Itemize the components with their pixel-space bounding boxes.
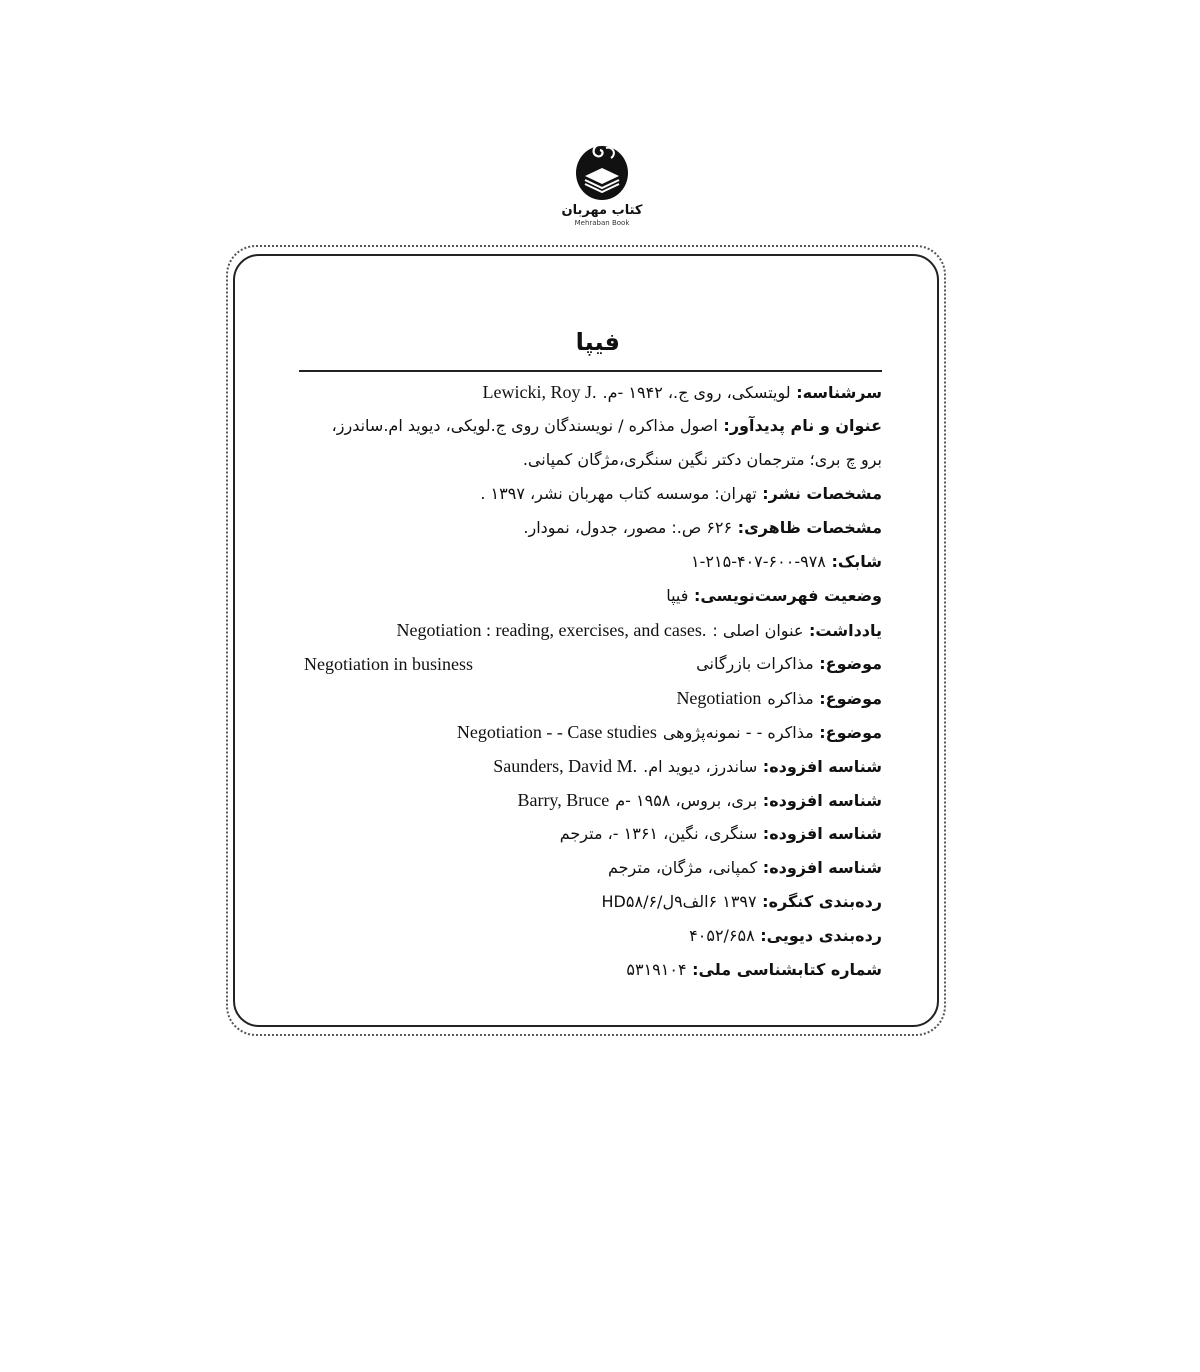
- entry-latin-value: Negotiation: [676, 688, 762, 708]
- entry-label: موضوع:: [813, 654, 882, 673]
- title-divider: [299, 370, 882, 372]
- entry-label: مشخصات ظاهری:: [732, 518, 882, 537]
- entry-latin-value: Negotiation in business: [304, 654, 473, 674]
- entry-label: وضعیت فهرست‌نویسی:: [688, 586, 882, 605]
- entry-latin-value: Saunders, David M.: [493, 756, 638, 776]
- entry-label: شناسه افزوده:: [757, 858, 882, 877]
- entry-value: ۵۳۱۹۱۰۴: [626, 960, 687, 979]
- entry-label: رده‌بندی دیویی:: [754, 926, 882, 945]
- entry-value: سنگری، نگین، ۱۳۶۱ -، مترجم: [559, 824, 758, 843]
- entry-latin-value: Lewicki, Roy J.: [482, 382, 597, 402]
- catalog-row: [282, 484, 882, 516]
- entry-label: شناسه افزوده:: [757, 824, 882, 843]
- catalog-row: [282, 824, 882, 856]
- catalog-row: [282, 926, 882, 958]
- catalog-row: [282, 688, 882, 720]
- catalog-row: [282, 654, 882, 686]
- entry-label: رده‌بندی کنگره:: [756, 892, 882, 911]
- entry-value: مذاکره: [767, 689, 814, 708]
- entry-value: عنوان اصلی :: [712, 621, 804, 640]
- logo-name-fa: کتاب مهربان: [561, 203, 643, 218]
- catalog-row: [282, 620, 882, 652]
- entry-value: مذاکرات بازرگانی: [696, 654, 814, 673]
- catalog-row: [282, 892, 882, 924]
- entry-value: ۴۰۵۲/۶۵۸: [689, 926, 755, 945]
- catalog-row: [282, 960, 882, 992]
- catalog-row: [282, 790, 882, 822]
- entry-value: کمپانی، مژگان، مترجم: [607, 858, 758, 877]
- entry-label: شناسه افزوده:: [757, 791, 882, 810]
- book-emblem-icon: [573, 136, 631, 202]
- catalog-row: [282, 858, 882, 890]
- catalog-row: [282, 552, 882, 584]
- entry-latin-value: Negotiation - - Case studies: [456, 722, 657, 742]
- entry-label: شابک:: [825, 552, 882, 571]
- entry-label: شناسه افزوده:: [757, 757, 882, 776]
- entry-label: سرشناسه:: [790, 383, 882, 402]
- entry-value: فیپا: [666, 586, 689, 605]
- publisher-logo: [549, 136, 655, 227]
- entry-value: تهران: موسسه کتاب مهربان نشر، ۱۳۹۷ .: [480, 484, 757, 503]
- entry-value: ۱۳۹۷ ۶الف۹ل/۶/HD۵۸: [601, 892, 757, 911]
- entry-latin-value: Negotiation : reading, exercises, and cases.: [396, 620, 707, 640]
- entry-label: موضوع:: [813, 723, 882, 742]
- entry-label: یادداشت:: [803, 621, 882, 640]
- entry-label: عنوان و نام پدیدآور:: [717, 416, 882, 435]
- catalog-row: [282, 382, 882, 414]
- entry-value: اصول مذاکره / نویسندگان روی ج.لویکی، دیوید ام.ساندرز،: [331, 416, 718, 435]
- entry-value: ۹۷۸-۶۰۰-۴۰۷-۲۱۵-۱: [691, 552, 826, 571]
- catalog-row: [282, 518, 882, 550]
- logo-name-en: Mehraban Book: [574, 219, 630, 227]
- entry-label: موضوع:: [813, 689, 882, 708]
- entry-label: شماره کتابشناسی ملی:: [686, 960, 882, 979]
- catalog-row: [282, 722, 882, 754]
- entry-value: بری، بروس، ۱۹۵۸ -م: [615, 791, 758, 810]
- catalog-row: [282, 450, 882, 482]
- catalog-row: [282, 756, 882, 788]
- entry-value: ساندرز، دیوید ام.: [643, 757, 758, 776]
- catalog-row: [282, 586, 882, 618]
- catalog-row: [282, 416, 882, 448]
- entry-latin-value: Barry, Bruce: [517, 790, 610, 810]
- page-title: فیپا: [575, 328, 620, 356]
- entry-label: مشخصات نشر:: [756, 484, 882, 503]
- entry-value: ۶۲۶ ص.: مصور، جدول، نمودار.: [523, 518, 733, 537]
- entry-value: لویتسکی، روی ج.، ۱۹۴۲ -م.: [602, 383, 791, 402]
- entry-value: برو چ بری؛ مترجمان دکتر نگین سنگری،مژگان کمپانی.: [522, 450, 882, 469]
- entry-value: مذاکره - - نمونه‌پژوهی: [662, 723, 814, 742]
